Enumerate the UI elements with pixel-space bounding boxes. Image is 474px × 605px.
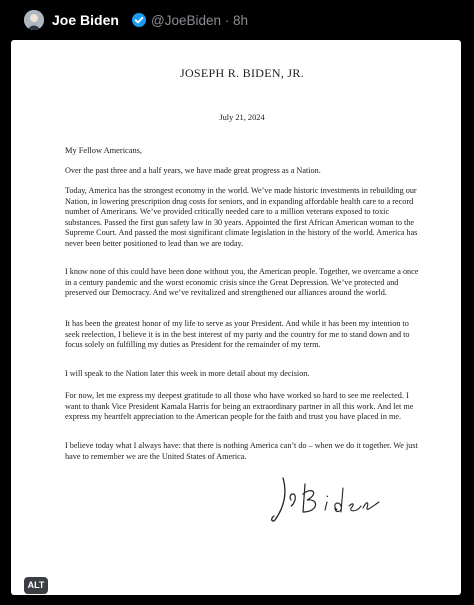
paragraph: I will speak to the Nation later this week in more detail about my decision.	[65, 369, 310, 378]
alt-text-button[interactable]: ALT	[24, 577, 48, 594]
letter-image[interactable]	[11, 40, 461, 595]
paragraph: I know none of this could have been done without you, the American people. Together, we overcame a once in a century pandemic and the worst economic crisis since the Great Depression. We’ve protected and preserved our Democracy. And we’ve revitalized and strengthened our alliances around the world.	[65, 267, 419, 298]
paragraph: Over the past three and a half years, we have made great progress as a Nation.	[65, 166, 321, 175]
letter-date: July 21, 2024	[219, 113, 265, 122]
paragraph: It has been the greatest honor of my life to serve as your President. And while it has been my intention to seek reelection, I believe it is in the best interest of my party and the country for me to stand down and to focus solely on fulfilling my duties as President for the remainder of my term.	[65, 319, 410, 350]
letterhead: JOSEPH R. BIDEN, JR.	[179, 66, 305, 80]
post-header	[0, 0, 474, 40]
verified-badge-icon	[131, 12, 147, 28]
paragraph: Today, America has the strongest economy in the world. We’ve made historic investments in rebuilding our Nation, in lowering prescription drug costs for seniors, and in expanding affordable health care to a record number of Americans. We’ve provided critically needed care to a million veterans exposed to toxic substances. Passed the first gun safety law in 30 years. Appointed the first African American woman to the Supreme Court. And passed the most significant climate legislation in the history of the world. America has never been better positioned to lead than we are today.	[65, 186, 418, 248]
signature	[269, 472, 389, 524]
handle-and-time: @JoeBiden · 8h	[151, 13, 249, 28]
paragraph: For now, let me express my deepest gratitude to all those who have worked so hard to see me reelected. I want to thank Vice President Kamala Harris for being an extraordinary partner in all this work. And let me express my heartfelt appreciation to the American people for the faith and trust you have placed in me.	[65, 391, 414, 422]
salutation: My Fellow Americans,	[65, 146, 142, 155]
avatar[interactable]	[24, 10, 44, 30]
paragraph: I believe today what I always have: that there is nothing America can’t do – when we do it together. We just have to remember we are the United States of America.	[65, 441, 418, 461]
avatar-image	[24, 10, 44, 30]
author-name[interactable]: Joe Biden	[52, 12, 119, 28]
